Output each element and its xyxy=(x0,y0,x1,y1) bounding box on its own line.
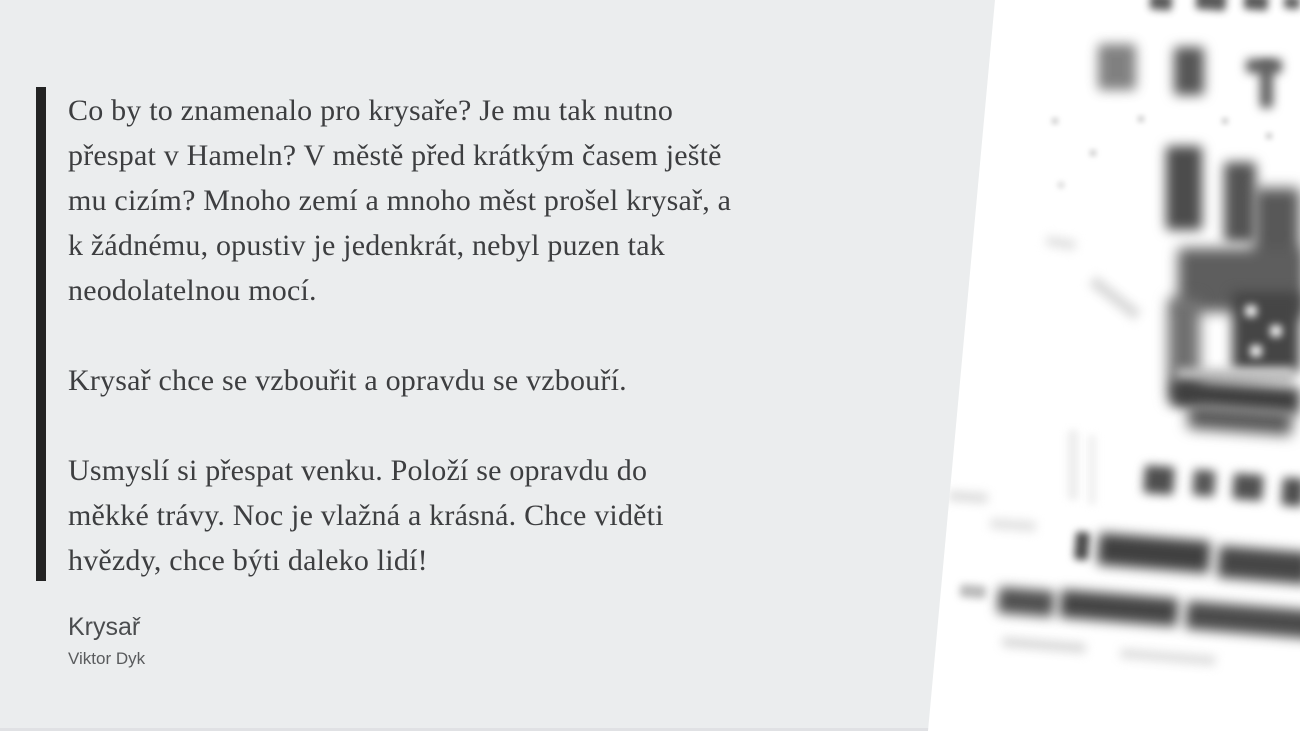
quote-text xyxy=(68,88,898,628)
quote-line: neodolatelnou mocí. xyxy=(68,274,317,307)
quote-line: Co by to znamenalo pro krysaře? Je mu tak nutno xyxy=(68,94,674,127)
quote-line: hvězdy, chce býti daleko lidí! xyxy=(68,544,428,577)
ghost-mark xyxy=(1045,235,1076,250)
speck xyxy=(1266,133,1272,139)
attribution xyxy=(68,610,145,671)
checker-highlight xyxy=(1250,345,1262,357)
quote-line: Krysař chce se vzbouřit a opravdu se vzbouří. xyxy=(68,364,627,397)
blurred-letter-fragment xyxy=(1243,0,1268,11)
quote-paragraph xyxy=(68,448,898,583)
blurred-small-letter xyxy=(1232,473,1264,501)
blurred-text-line xyxy=(1217,545,1300,584)
blurred-letter-fragment xyxy=(1284,0,1300,10)
quote-line: mu cizím? Mnoho zemí a mnoho měst prošel krysař, a xyxy=(68,184,732,217)
blurred-text-line xyxy=(960,584,987,599)
quote-line: Usmyslí si přespat venku. Položí se opravdu do xyxy=(68,454,648,487)
quote-paragraph xyxy=(68,358,898,403)
blurred-emblem-checker xyxy=(1232,292,1300,372)
book-title: Krysař xyxy=(68,613,141,641)
speck xyxy=(1138,116,1144,122)
ghost-streak xyxy=(1088,435,1096,505)
speck xyxy=(1222,118,1228,124)
blurred-letter xyxy=(1098,44,1136,90)
checker-highlight xyxy=(1270,325,1282,337)
ghost-mark xyxy=(1088,275,1141,320)
blurred-text-line xyxy=(1074,531,1090,560)
blurred-small-letter xyxy=(1281,477,1300,506)
blurred-letter xyxy=(1260,62,1273,108)
faint-trace xyxy=(1002,637,1087,654)
blurred-letter-fragment xyxy=(1149,0,1172,11)
faint-trace xyxy=(1120,648,1216,666)
quote-line: měkké trávy. Noc je vlažná a krásná. Chce viděti xyxy=(68,499,664,532)
speck xyxy=(1052,118,1058,124)
speck xyxy=(1058,182,1064,188)
blurred-emblem-tower xyxy=(1224,162,1256,242)
speck xyxy=(1090,150,1096,156)
blurred-letter-fragment xyxy=(1195,0,1226,11)
quote-paragraph xyxy=(68,88,898,313)
faint-trace xyxy=(948,491,989,504)
blurred-emblem-tower xyxy=(1166,146,1202,230)
quote-line: přespat v Hameln? V městě před krátkým časem ještě xyxy=(68,139,722,172)
quote-accent-bar xyxy=(36,87,46,581)
blurred-text-line xyxy=(1097,533,1211,574)
checker-highlight xyxy=(1245,305,1257,317)
ghost-streak xyxy=(1068,430,1078,500)
blurred-small-letter xyxy=(1192,469,1216,496)
blurred-small-letter xyxy=(1143,465,1175,495)
blurred-text-line xyxy=(1059,589,1179,626)
faint-trace xyxy=(990,518,1037,531)
book-author: Viktor Dyk xyxy=(68,649,146,668)
blurred-letter xyxy=(1174,47,1204,95)
quote-line: k žádnému, opustiv je jedenkrát, nebyl puzen tak xyxy=(68,229,665,262)
blurred-text-line xyxy=(997,587,1055,617)
blurred-text-line xyxy=(1185,601,1300,639)
